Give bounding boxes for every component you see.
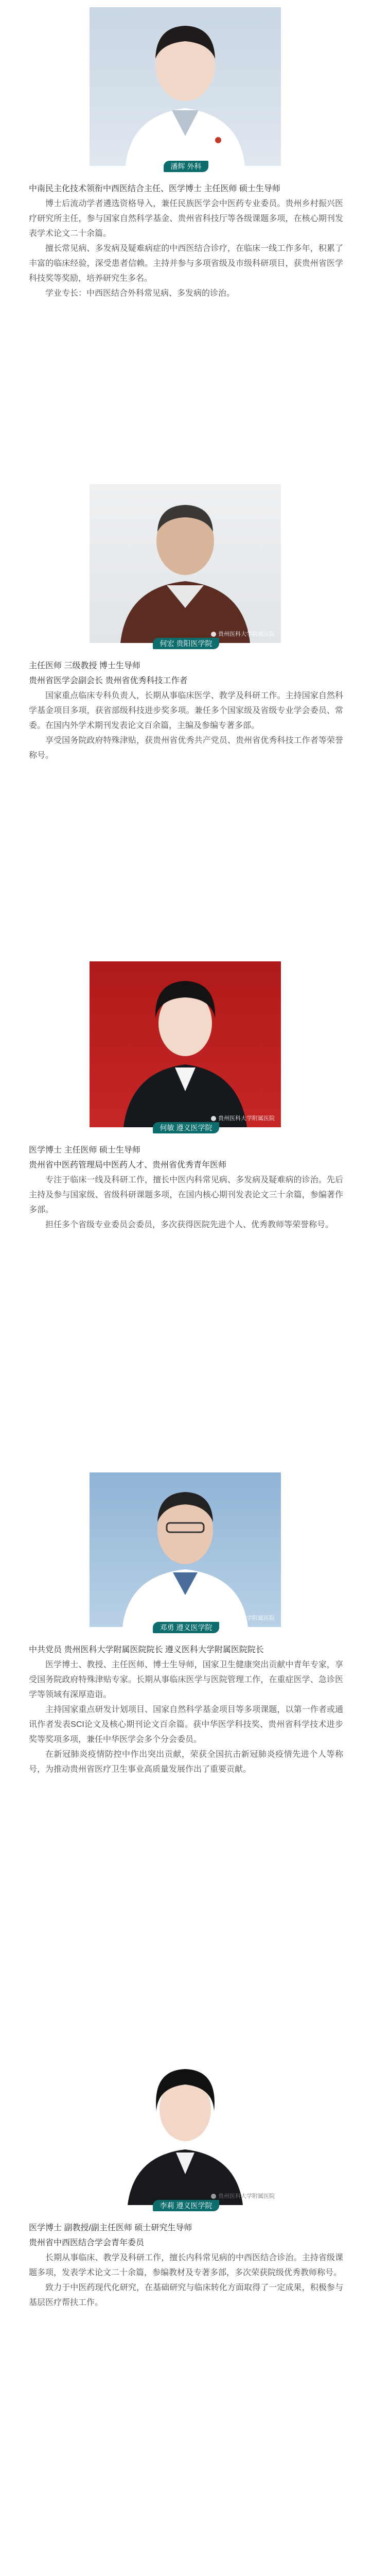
hospital-logo-icon (211, 1116, 216, 1121)
watermark: 贵州医科大学附属医院 (211, 2192, 275, 2200)
profile-photo (90, 961, 281, 1127)
bio-paragraph: 致力于中医药现代化研究，在基础研究与临床转化方面取得了一定成果，积极参与基层医疗帮扶工作。 (29, 2283, 343, 2307)
hospital-logo-icon (211, 2194, 216, 2199)
hospital-logo-icon (211, 632, 216, 637)
bio-text (29, 181, 343, 301)
bio-text (29, 1642, 343, 1777)
portrait-image (90, 484, 281, 643)
hospital-logo-icon (211, 1616, 216, 1621)
portrait-image (90, 2050, 281, 2205)
title-line: 医学博士 副教授/副主任医师 硕士研究生导师 (29, 2224, 192, 2232)
watermark: 贵州医科大学附属医院 (211, 1114, 275, 1122)
watermark: 贵州医科大学附属医院 (211, 630, 275, 638)
title-line: 贵州省中西医结合学会青年委员 (29, 2239, 145, 2247)
portrait-image (90, 961, 281, 1127)
portrait-image (90, 7, 281, 166)
portrait-image (90, 1472, 281, 1627)
title-line: 医学博士 主任医师 硕士生导师 (29, 1146, 140, 1155)
name-tag: 何敏 遵义医学院 (153, 1122, 220, 1133)
name-tag: 潘辉 外科 (164, 161, 209, 172)
watermark: 贵州医科大学附属医院 (211, 1614, 275, 1622)
name-tag: 李莉 遵义医学院 (153, 2200, 220, 2211)
bio-paragraph: 主持国家重点研发计划项目、国家自然科学基金项目等多项课题，以第一作者或通讯作者发表SCI论文及核心期刊论文百余篇。获中华医学科技奖、贵州省科学技术进步奖等奖项多项，兼任中华医学会多个分会委员。 (29, 1705, 343, 1744)
bio-text (29, 1143, 343, 1232)
title-line: 中南民主化技术领衔中西医结合主任、医学博士 主任医师 硕士生导师 (29, 184, 280, 193)
bio-text (29, 2221, 343, 2310)
bio-text (29, 658, 343, 763)
profile-photo (90, 484, 281, 643)
profile-photo (90, 7, 281, 166)
title-line: 贵州省医学会副会长 贵州省优秀科技工作者 (29, 676, 188, 685)
bio-paragraph: 国家重点临床专科负责人，长期从事临床医学、教学及科研工作。主持国家自然科学基金项目多项，获省部级科技进步奖多项。兼任多个国家级及省级专业学会委员、常委。在国内外学术期刊发表论文百余篇，主编及参编专著多部。 (29, 691, 343, 730)
bio-paragraph: 医学博士、教授、主任医师、博士生导师，国家卫生健康突出贡献中青年专家，享受国务院政府特殊津贴专家。长期从事临床医学与医院管理工作，在重症医学、急诊医学等领域有深厚造诣。 (29, 1660, 343, 1699)
bio-paragraph: 学业专长：中西医结合外科常见病、多发病的诊治。 (45, 289, 235, 298)
bio-paragraph: 擅长常见病、多发病及疑难病症的中西医结合诊疗，在临床一线工作多年，积累了丰富的临床经验，深受患者信赖。主持并参与多项省级及市级科研项目，获贵州省医学科技奖等奖励，培养研究生多名。 (29, 244, 343, 283)
profile-photo (90, 2050, 281, 2205)
bio-paragraph: 在新冠肺炎疫情防控中作出突出贡献，荣获全国抗击新冠肺炎疫情先进个人等称号，为推动贵州省医疗卫生事业高质量发展作出了重要贡献。 (29, 1750, 343, 1774)
bio-paragraph: 博士后流动学者遴选资格导入，兼任民族医学会中医药专业委员。贵州乡村振兴医疗研究所主任，参与国家自然科学基金、贵州省科技厅等各级课题多项，在核心期刊发表学术论文二十余篇。 (29, 199, 343, 238)
bio-paragraph: 享受国务院政府特殊津贴，获贵州省优秀共产党员、贵州省优秀科技工作者等荣誉称号。 (29, 736, 343, 760)
bio-paragraph: 专注于临床一线及科研工作，擅长中医内科常见病、多发病及疑难病的诊治。先后主持及参与国家级、省级科研课题多项，在国内核心期刊发表论文三十余篇，参编著作多部。 (29, 1176, 343, 1214)
title-line: 主任医师 三级教授 博士生导师 (29, 662, 140, 670)
bio-paragraph: 担任多个省级专业委员会委员，多次获得医院先进个人、优秀教师等荣誉称号。 (45, 1221, 334, 1229)
title-line: 中共党员 贵州医科大学附属医院院长 遵义医科大学附属医院院长 (29, 1646, 264, 1654)
bio-paragraph: 长期从事临床、教学及科研工作，擅长内科常见病的中西医结合诊治。主持省级课题多项，发表学术论文二十余篇，参编教材及专著多部，多次荣获院级优秀教师称号。 (29, 2253, 343, 2277)
title-line: 贵州省中医药管理局中医药人才、贵州省优秀青年医师 (29, 1161, 227, 1170)
name-tag: 邓勇 遵义医学院 (153, 1622, 220, 1633)
name-tag: 何宏 贵阳医学院 (153, 638, 220, 649)
profile-photo (90, 1472, 281, 1627)
